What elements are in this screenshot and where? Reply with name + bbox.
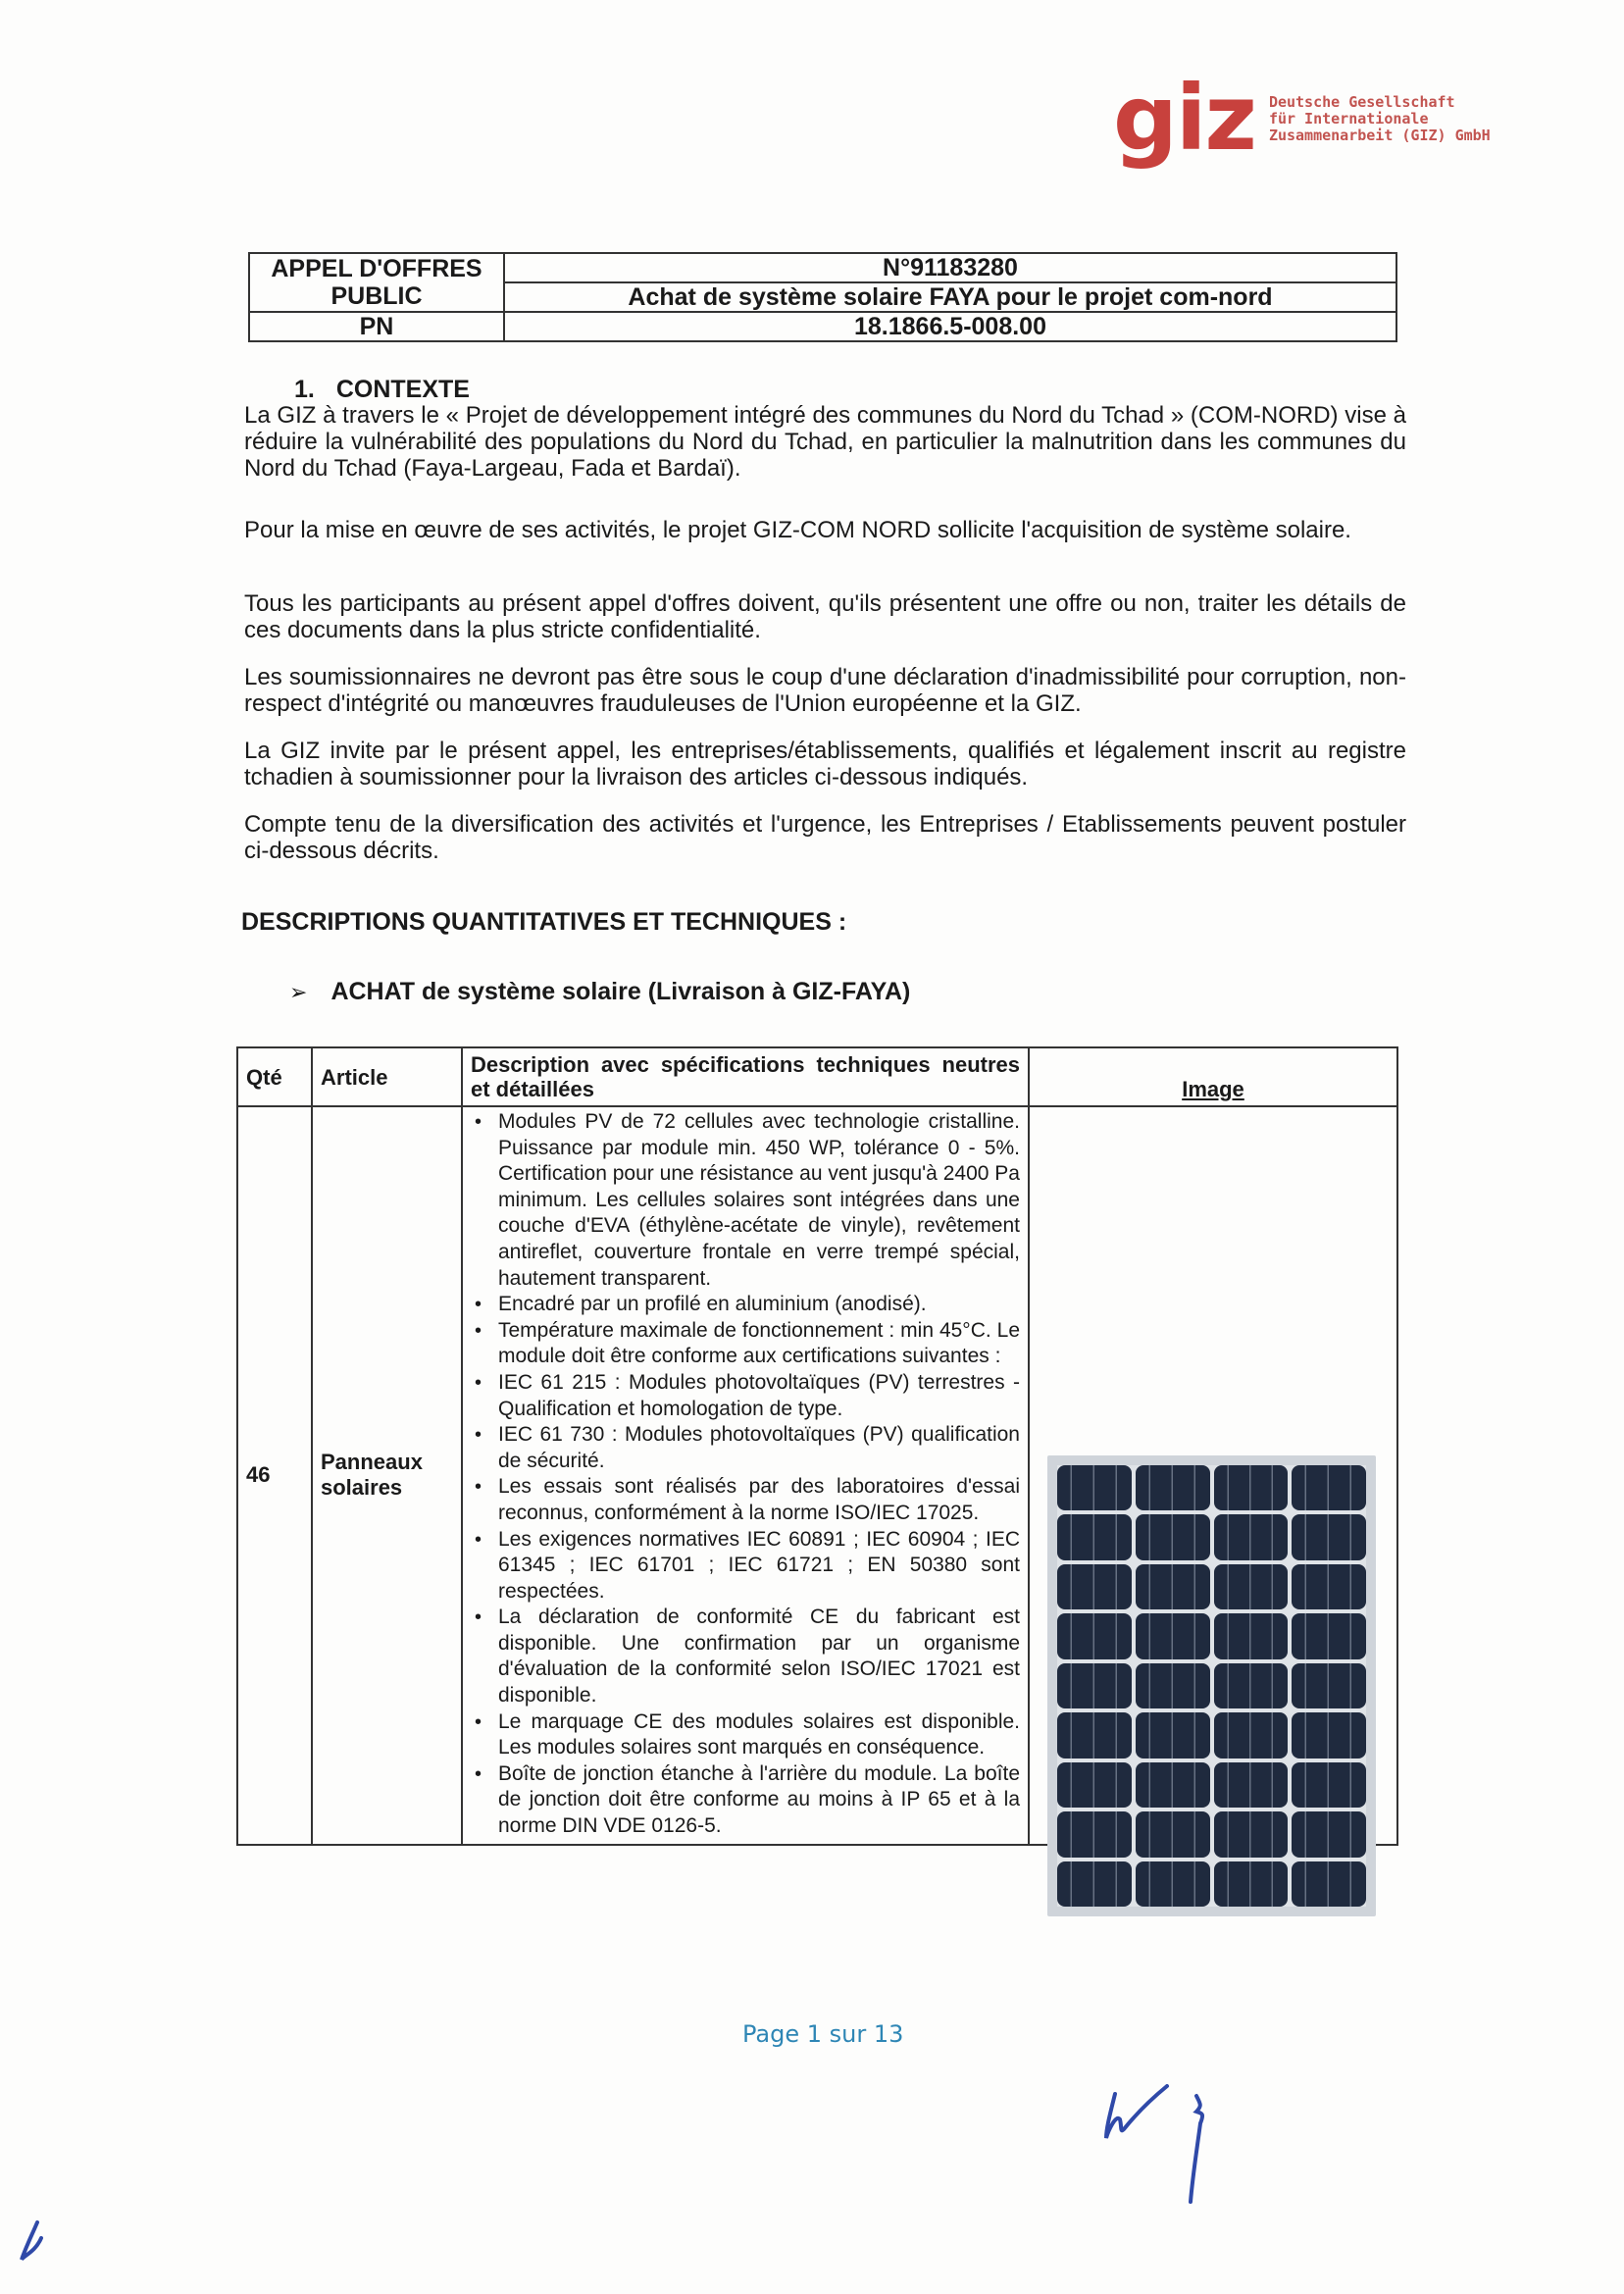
context-paragraph-2: Pour la mise en œuvre de ses activités, le projet GIZ-COM NORD sollicite l'acquisition de système solaire. bbox=[244, 517, 1351, 543]
specifications-table bbox=[236, 1046, 1398, 1846]
handwritten-initial-icon bbox=[14, 2218, 53, 2268]
tender-type-cell bbox=[249, 253, 504, 312]
table-header-row bbox=[237, 1047, 1397, 1106]
context-paragraph-5: La GIZ invite par le présent appel, les entreprises/établissements, qualifiés et légalement inscrit au registre tchadien à soumissionner pour la livraison des articles ci-dessous indiqués. bbox=[244, 738, 1406, 790]
giz-logo-mark: giz bbox=[1113, 66, 1255, 171]
spec-bullet: • Modules PV de 72 cellules avec technologie cristalline. Puissance par module min. 450 WP, tolérance 0 - 5%. Certification pour une résistance au vent jusqu'à 2400 Pa minimum. Les cellules solaires sont intégrées dans une couche d'EVA (éthylène-acétate de vinyle), revêtement antireflet, couverture frontale en verre trempé spécial, hautement transparent. bbox=[498, 1109, 1020, 1292]
solar-cell-grid bbox=[1057, 1465, 1366, 1907]
giz-org-name bbox=[1269, 94, 1491, 144]
solar-panel-image bbox=[1047, 1455, 1376, 1916]
tender-title: Achat de système solaire FAYA pour le projet com-nord bbox=[504, 282, 1396, 312]
section-heading bbox=[294, 376, 470, 404]
pn-value: 18.1866.5-008.00 bbox=[504, 312, 1396, 341]
context-paragraph-3: Tous les participants au présent appel d'offres doivent, qu'ils présentent une offre ou non, traiter les détails de ces documents dans la plus stricte confidentialité. bbox=[244, 590, 1406, 643]
tender-number: N°91183280 bbox=[504, 253, 1396, 282]
row-image-cell bbox=[1029, 1106, 1397, 1845]
table-row bbox=[237, 1106, 1397, 1845]
context-paragraph-6: Compte tenu de la diversification des activités et l'urgence, les Entreprises / Etablissements peuvent postuler ci-dessous décrits. bbox=[244, 811, 1406, 864]
arrowhead-bullet-icon: ➢ bbox=[289, 979, 308, 1004]
spec-bullet: • IEC 61 215 : Modules photovoltaïques (PV) terrestres - Qualification et homologation de type. bbox=[498, 1370, 1020, 1422]
tender-type-line-1: APPEL D'OFFRES bbox=[271, 255, 482, 282]
spec-bullet: • Le marquage CE des modules solaires est disponible. Les modules solaires sont marqués en conséquence. bbox=[498, 1709, 1020, 1761]
col-header-article: Article bbox=[312, 1047, 462, 1106]
org-line-2: für Internationale bbox=[1268, 109, 1429, 127]
org-line-3: Zusammenarbeit (GIZ) GmbH bbox=[1268, 126, 1491, 144]
row-description bbox=[462, 1106, 1029, 1845]
context-paragraph-1: La GIZ à travers le « Projet de développement intégré des communes du Nord du Tchad » (COM-NORD) vise à réduire la vulnérabilité des populations du Nord du Tchad, en particulier la malnutrition dans les communes du Nord du Tchad (Faya-Largeau, Fada et Bardaï). bbox=[244, 402, 1406, 482]
handwritten-signature-icon bbox=[1098, 2084, 1255, 2212]
row-article: Panneaux solaires bbox=[312, 1106, 462, 1845]
page-number: Page 1 sur 13 bbox=[742, 2020, 904, 2048]
spec-bullet-list bbox=[471, 1109, 1020, 1840]
col-header-image: Image bbox=[1029, 1047, 1397, 1106]
spec-bullet: • Température maximale de fonctionnement : min 45°C. Le module doit être conforme aux certifications suivantes : bbox=[498, 1318, 1020, 1370]
pn-label: PN bbox=[249, 312, 504, 341]
descriptions-heading: DESCRIPTIONS QUANTITATIVES ET TECHNIQUES : bbox=[241, 908, 847, 936]
spec-bullet: • La déclaration de conformité CE du fabricant est disponible. Une confirmation par un organisme d'évaluation de la conformité selon ISO/IEC 17021 est disponible. bbox=[498, 1605, 1020, 1708]
col-header-description: Description avec spécifications techniques neutres et détaillées bbox=[462, 1047, 1029, 1106]
row-qty: 46 bbox=[237, 1106, 312, 1845]
spec-bullet: • Encadré par un profilé en aluminium (anodisé). bbox=[498, 1292, 1020, 1318]
giz-logo bbox=[1113, 66, 1491, 171]
context-paragraph-4: Les soumissionnaires ne devront pas être sous le coup d'une déclaration d'inadmissibilité pour corruption, non-respect d'intégrité ou manœuvres frauduleuses de l'Union européenne et la GIZ. bbox=[244, 664, 1406, 717]
tender-type-line-2: PUBLIC bbox=[330, 282, 423, 310]
spec-bullet: • IEC 61 730 : Modules photovoltaïques (PV) qualification de sécurité. bbox=[498, 1422, 1020, 1474]
spec-bullet: • Les essais sont réalisés par des laboratoires d'essai reconnus, conformément à la norme ISO/IEC 17025. bbox=[498, 1474, 1020, 1526]
col-header-qty: Qté bbox=[237, 1047, 312, 1106]
purchase-heading-text: ACHAT de système solaire (Livraison à GIZ-FAYA) bbox=[330, 978, 911, 1005]
section-number: 1. bbox=[294, 376, 315, 403]
purchase-heading bbox=[289, 978, 910, 1006]
section-title: CONTEXTE bbox=[335, 376, 470, 403]
spec-bullet: • Les exigences normatives IEC 60891 ; IEC 60904 ; IEC 61345 ; IEC 61701 ; IEC 61721 ; EN 50380 sont respectées. bbox=[498, 1527, 1020, 1606]
tender-header-table bbox=[248, 252, 1397, 342]
spec-bullet: • Boîte de jonction étanche à l'arrière du module. La boîte de jonction doit être conforme au moins à IP 65 et à la norme DIN VDE 0126-5. bbox=[498, 1761, 1020, 1840]
org-line-1: Deutsche Gesellschaft bbox=[1268, 92, 1455, 111]
